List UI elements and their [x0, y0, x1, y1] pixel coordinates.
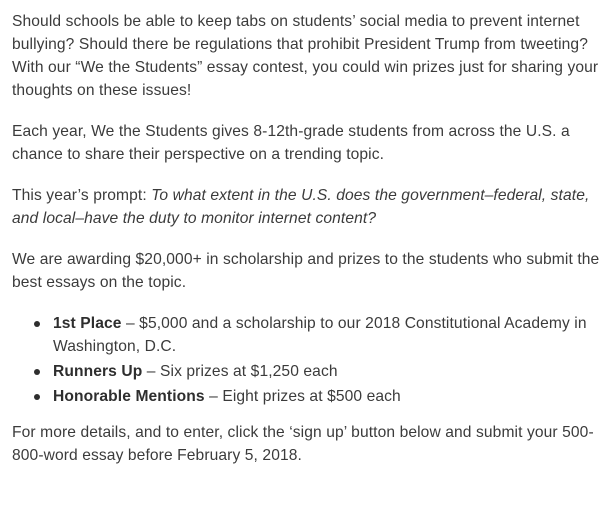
prize-title: Runners Up: [53, 363, 143, 380]
prize-description: – Eight prizes at $500 each: [204, 388, 401, 405]
awarding-paragraph: We are awarding $20,000+ in scholarship and prizes to the students who submit the best essays on the topic.: [12, 251, 600, 291]
prize-description: – Six prizes at $1,250 each: [142, 363, 338, 380]
intro-paragraph: Should schools be able to keep tabs on students’ social media to prevent internet bullying? Should there be regulations that prohibit President Trump from tweeting? With our “We the Students” essay contest, you could win prizes just for sharing your thoughts on these issues!: [12, 13, 599, 99]
article-body: [12, 10, 604, 485]
prize-title: 1st Place: [53, 315, 122, 332]
bullet-icon: [34, 394, 40, 400]
prize-item-first-place: [53, 312, 604, 358]
prompt-question: To what extent in the U.S. does the government–federal, state, and local–have the duty to monitor internet content?: [12, 187, 590, 227]
bullet-icon: [34, 369, 40, 375]
prize-description: – $5,000 and a scholarship to our 2018 Constitutional Academy in Washington, D.C.: [53, 315, 587, 355]
each-year-paragraph: Each year, We the Students gives 8-12th-grade students from across the U.S. a chance to share their perspective on a trending topic.: [12, 123, 570, 163]
prize-title: Honorable Mentions: [53, 388, 205, 405]
prize-list: [12, 312, 604, 408]
bullet-icon: [34, 321, 40, 327]
prize-item-honorable-mentions: [53, 385, 604, 408]
prompt-lead: This year’s prompt:: [12, 187, 152, 204]
details-paragraph: For more details, and to enter, click the ‘sign up’ button below and submit your 500-800-word essay before February 5, 2018.: [12, 424, 594, 464]
prize-item-runners-up: [53, 360, 604, 383]
prompt-paragraph: [12, 184, 604, 230]
